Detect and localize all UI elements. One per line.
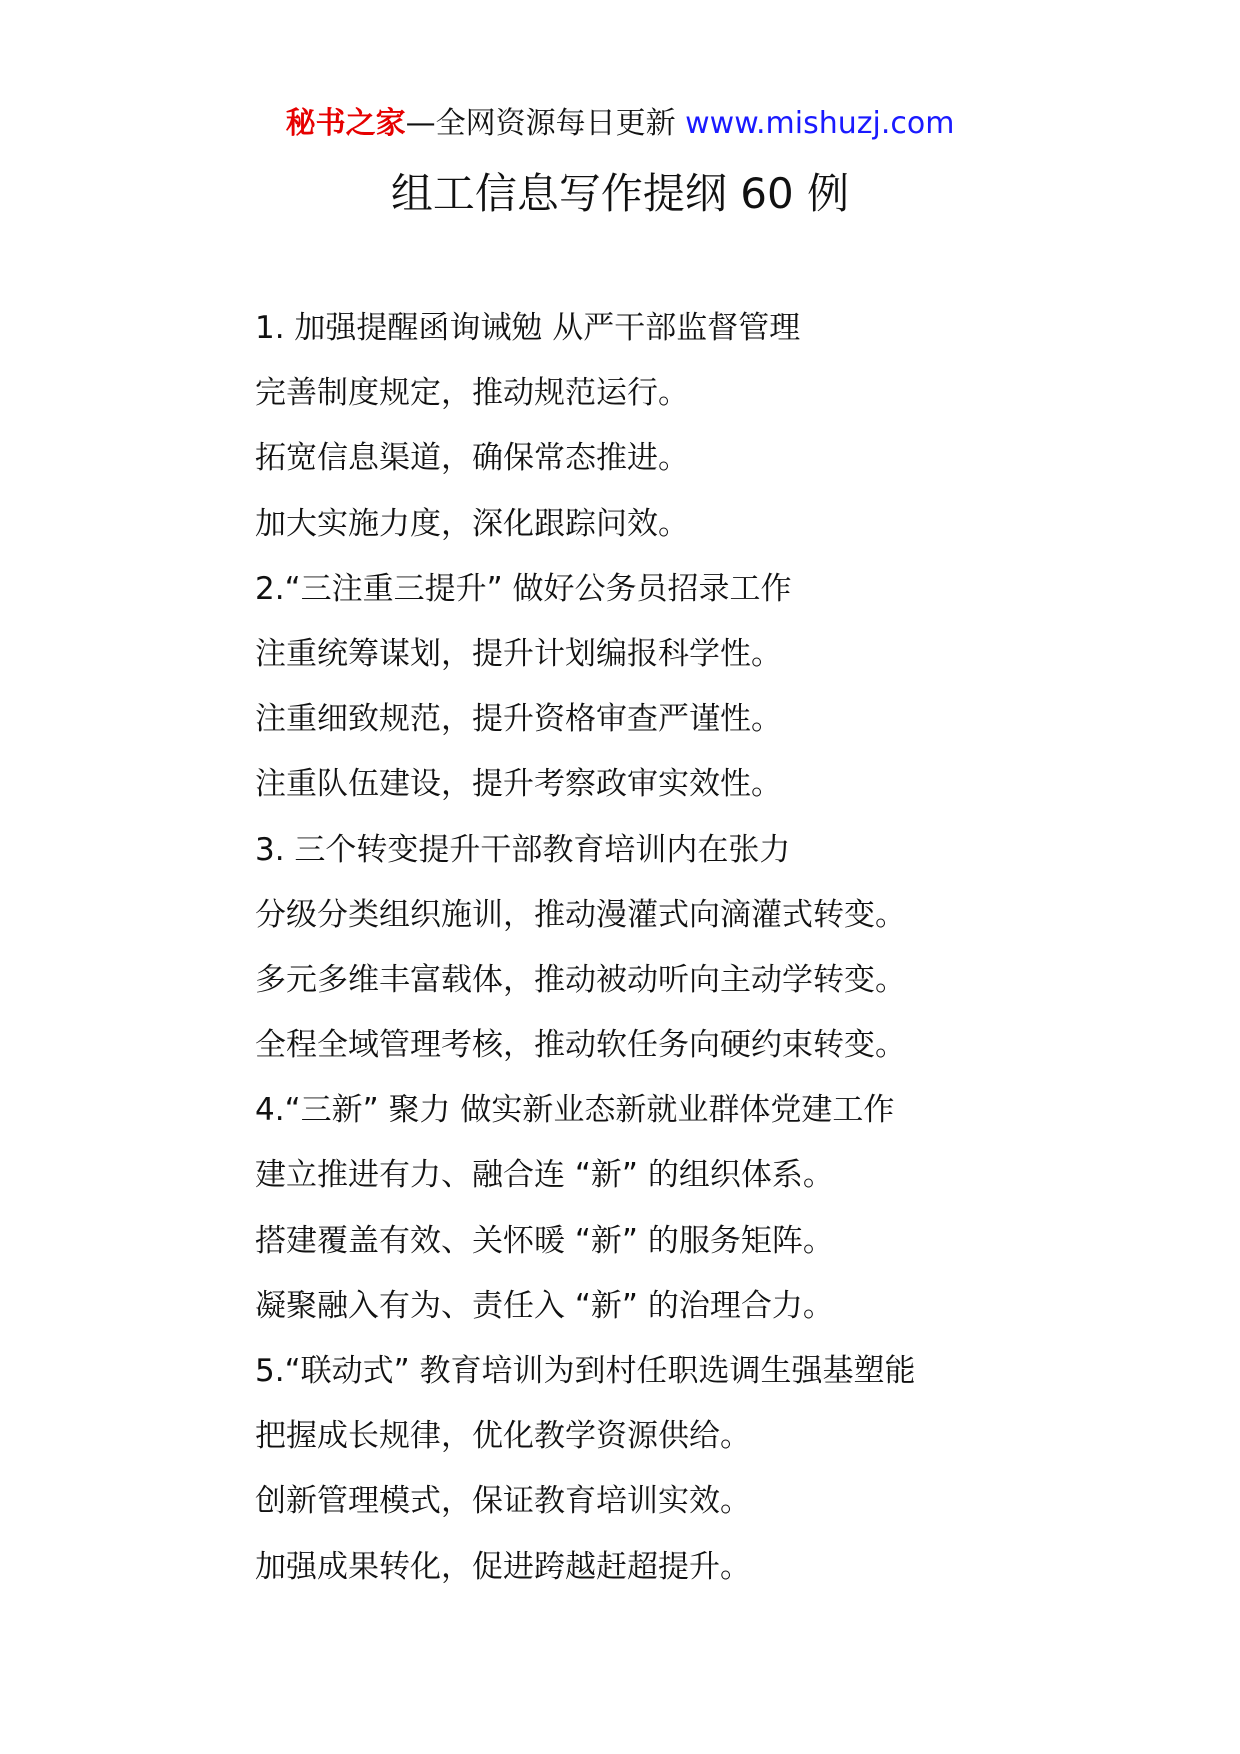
section-heading: 3. 三个转变提升干部教育培训内在张力 [255, 831, 791, 868]
body-line: 注重细致规范，提升资格审查严谨性。 [255, 701, 782, 738]
section-heading: 1. 加强提醒函询诫勉 从严干部监督管理 [255, 310, 801, 346]
document-body [255, 296, 1155, 1600]
site-url-link[interactable]: www.mishuzj.com [685, 106, 955, 141]
body-line: 分级分类组织施训，推动漫灌式向滴灌式转变。 [255, 896, 906, 933]
brand-name: 秘书之家 [285, 106, 406, 141]
body-line: 加大实施力度，深化跟踪问效。 [255, 505, 689, 542]
body-line: 全程全域管理考核，推动软任务向硬约束转变。 [255, 1027, 906, 1064]
body-line: 搭建覆盖有效、关怀暖 “新” 的服务矩阵。 [255, 1222, 834, 1259]
body-line: 建立推进有力、融合连 “新” 的组织体系。 [255, 1157, 834, 1194]
header-slogan: —全网资源每日更新 [405, 106, 676, 141]
body-line: 加强成果转化，促进跨越赶超提升。 [255, 1548, 751, 1585]
body-line: 注重统筹谋划，提升计划编报科学性。 [255, 635, 782, 672]
section-heading: 5.“联动式” 教育培训为到村任职选调生强基塑能 [255, 1353, 916, 1389]
body-line: 多元多维丰富载体，推动被动听向主动学转变。 [255, 961, 906, 998]
body-line: 完善制度规定，推动规范运行。 [255, 375, 689, 412]
body-line: 拓宽信息渠道，确保常态推进。 [255, 440, 689, 477]
body-line: 凝聚融入有为、责任入 “新” 的治理合力。 [255, 1287, 834, 1324]
site-header [0, 102, 1240, 146]
body-line: 注重队伍建设，提升考察政审实效性。 [255, 766, 782, 803]
document-title: 组工信息写作提纲 60 例 [390, 169, 850, 218]
section-heading: 2.“三注重三提升” 做好公务员招录工作 [255, 570, 792, 607]
section-heading: 4.“三新” 聚力 做实新业态新就业群体党建工作 [255, 1092, 895, 1129]
body-line: 把握成长规律，优化教学资源供给。 [255, 1418, 751, 1455]
body-line: 创新管理模式，保证教育培训实效。 [255, 1483, 751, 1520]
